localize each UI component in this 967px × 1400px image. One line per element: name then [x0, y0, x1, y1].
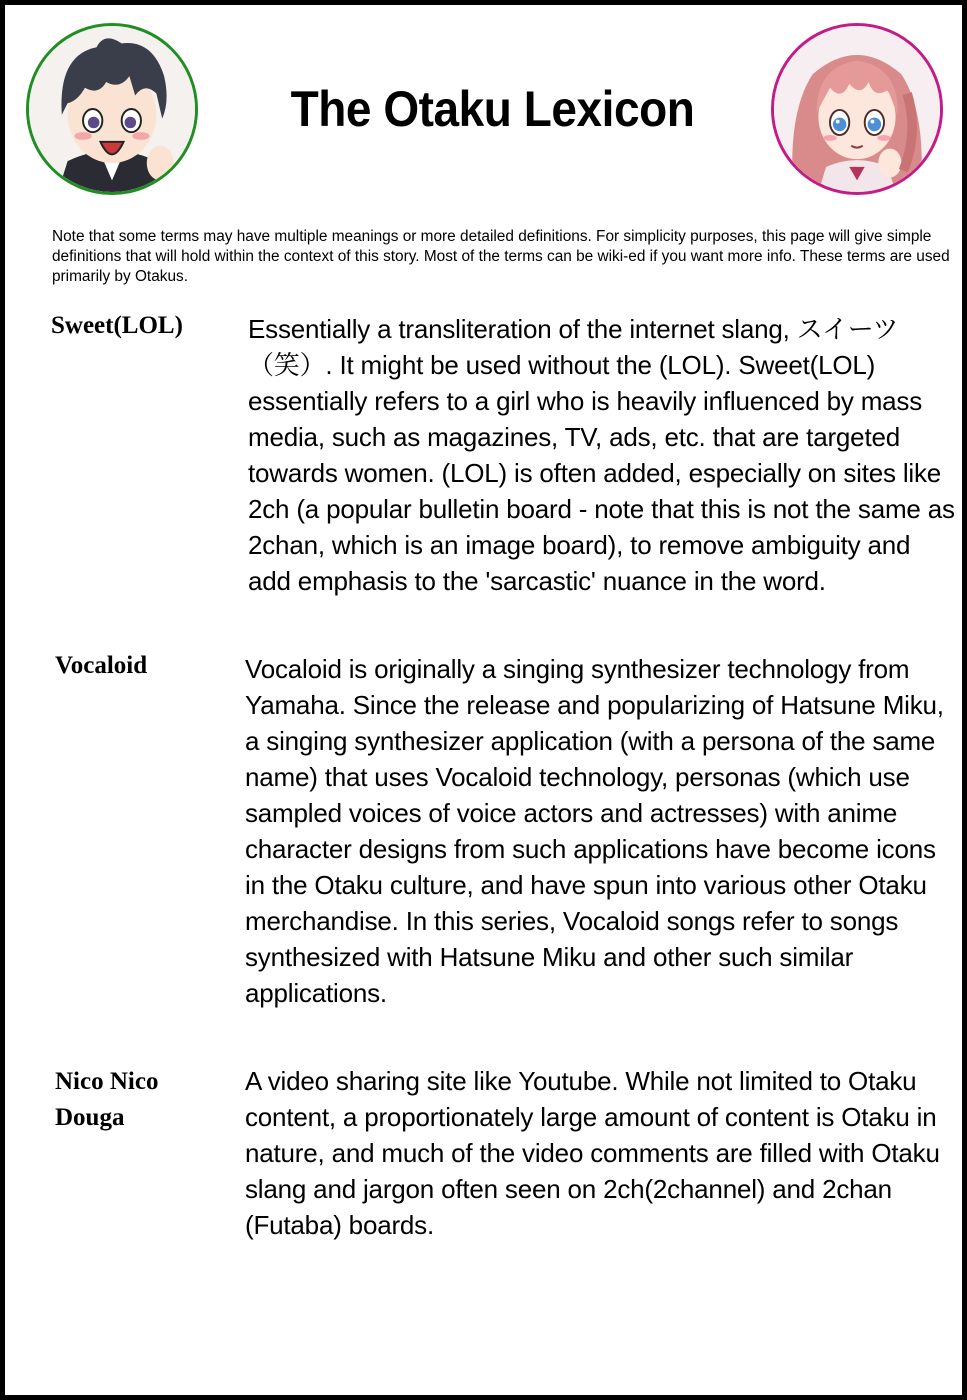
- page-title: The Otaku Lexicon: [290, 81, 695, 137]
- definition-nico-nico-douga: A video sharing site like Youtube. While not limited to Otaku content, a proportionately large amount of content is Otaku in nature, and much of the video comments are filled with Otaku slang and jargon often seen on 2ch(2channel) and 2chan (Futaba) boards.: [245, 1066, 940, 1240]
- anime-boy-portrait-icon: [29, 26, 195, 192]
- term-sweet-lol: Sweet(LOL): [51, 312, 183, 339]
- definition-sweet-lol: Essentially a transliteration of the internet slang, スイーツ（笑）. It might be used without the (LOL). Sweet(LOL) essentially refers to a girl who is heavily influenced by mass media, such as magazines, TV, ads, etc. that are targeted towards women. (LOL) is often added, especially on sites like 2ch (a popular bulletin board - note that this is not the same as 2chan, which is an image board), to remove ambiguity and add emphasis to the 'sarcastic' nuance in the word.: [248, 314, 955, 596]
- anime-girl-portrait-icon: [774, 26, 940, 192]
- term-nico-nico-douga: Nico Nico Douga: [55, 1068, 159, 1131]
- term-vocaloid: Vocaloid: [55, 652, 148, 679]
- boy-avatar: [26, 23, 198, 195]
- girl-avatar: [771, 23, 943, 195]
- intro-note: Note that some terms may have multiple meanings or more detailed definitions. For simplicity purposes, this page will give simple definitions that will hold within the context of this story. Most of the terms can be wiki-ed if you want more info. These terms are used primarily by Otakus.: [52, 228, 950, 285]
- definition-vocaloid: Vocaloid is originally a singing synthesizer technology from Yamaha. Since the release and popularizing of Hatsune Miku, a singing synthesizer application (with a persona of the same name) that uses Vocaloid technology, personas (which use sampled voices of voice actors and actresses) with anime character designs from such applications have become icons in the Otaku culture, and have spun into various other Otaku merchandise. In this series, Vocaloid songs refer to songs synthesized with Hatsune Miku and other such similar applications.: [245, 654, 944, 1008]
